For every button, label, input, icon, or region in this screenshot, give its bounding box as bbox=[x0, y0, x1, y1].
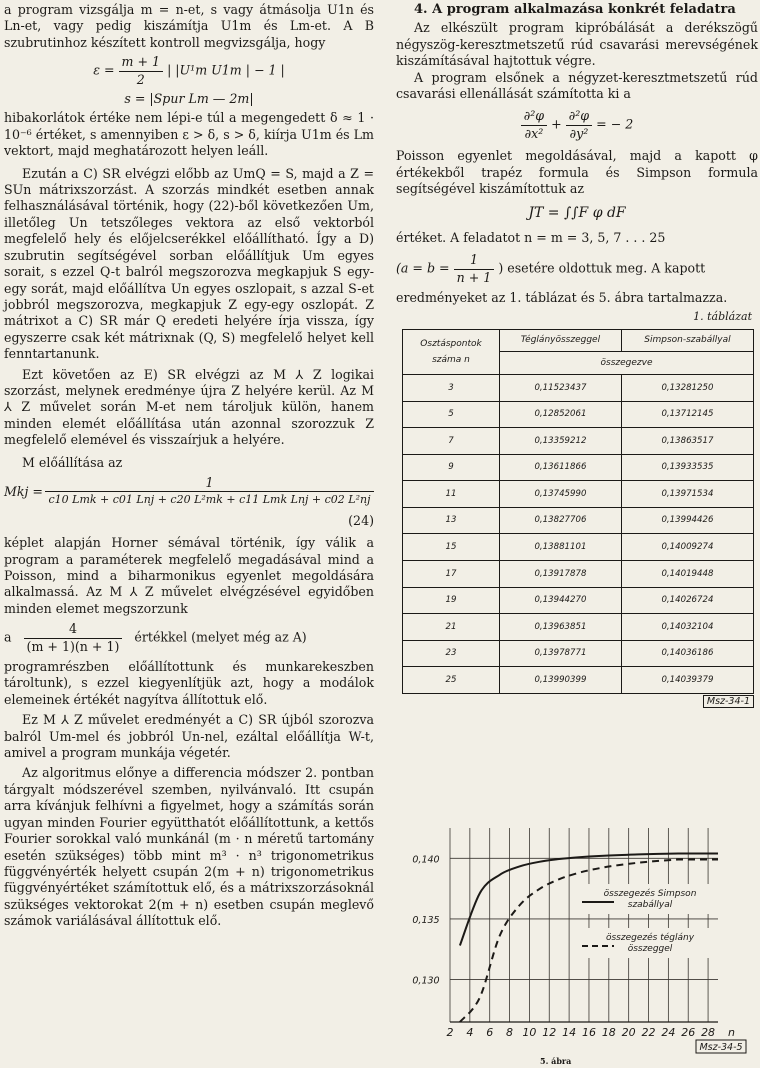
table-label: 1. táblázat bbox=[693, 309, 752, 323]
paragraph: képlet alapján Horner sémával történik, így válik a program a paraméterek megfelelő megadásával mind a Poisson, mind a biharmonikus egyenlet megoldására alkalmassá. Az M ⅄ Z művelet elvégzésével egyidőben minden elemet megszorzunk bbox=[4, 535, 374, 616]
fraction bbox=[454, 252, 495, 286]
table-subheader: összegezve bbox=[500, 352, 754, 375]
fraction-denominator: (m + 1)(n + 1) bbox=[26, 638, 120, 654]
table-header-rect: Téglányösszeggel bbox=[500, 329, 622, 352]
table-cell-rect: 0,13990399 bbox=[500, 667, 622, 694]
table-cell-rect: 0,13611866 bbox=[500, 454, 622, 481]
equation-epsilon bbox=[4, 54, 374, 88]
paragraph: Az algoritmus előnye a differencia módszer 2. pontban tárgyalt módszerével szemben, nyilvánvaló. Itt csupán arra kívánjuk felhívni a figyelmet, hogy a számítás során ugyan minden Fourier együtthatót előállítottunk, a kettős Fourier sorokkal való munkánál (m · n méretű tartomány esetén szükséges) több mint m³ · n³ trigonometrikus függvényérték helyett csupán 2(m + n) trigonometrikus függvényértéket számítottuk elő, és a mátrixszorzásoknál szükséges vektorokat 2(m + n) esetben csupán meglevő számok variálásával állítottuk elő. bbox=[4, 765, 374, 929]
chart-code-label: Msz-34-5 bbox=[699, 1042, 743, 1053]
section-heading: 4. A program alkalmazása konkrét feladatra bbox=[414, 2, 736, 17]
x-tick-label: 24 bbox=[661, 1026, 676, 1039]
x-tick-label: 20 bbox=[621, 1026, 636, 1039]
x-tick-label: 16 bbox=[581, 1026, 596, 1039]
equation-24 bbox=[4, 475, 374, 509]
table-row bbox=[403, 401, 754, 428]
table-cell-simpson: 0,14009274 bbox=[621, 534, 753, 561]
table-row bbox=[403, 374, 754, 401]
table-cell-simpson: 0,14039379 bbox=[621, 667, 753, 694]
fraction-denominator: c10 Lmk + c01 Lnj + c20 L²mk + c11 Lmk Lnj + c02 L²nj bbox=[48, 493, 371, 507]
table-cell-n: 13 bbox=[403, 507, 500, 534]
table-row bbox=[403, 454, 754, 481]
figure-5-chart bbox=[396, 808, 760, 1068]
table-cell-rect: 0,12852061 bbox=[500, 401, 622, 428]
x-tick-label: 4 bbox=[466, 1026, 474, 1039]
table-row bbox=[403, 481, 754, 508]
paragraph: a program vizsgálja m = n-et, s vagy átmásolja U1n és Ln-et, vagy pedig kiszámítja U1m és Lm-et. A B szubrutinhoz készített kontroll megvizsgálja, hogy bbox=[4, 2, 374, 50]
table-cell-n: 19 bbox=[403, 587, 500, 614]
table-cell-rect: 0,13944270 bbox=[500, 587, 622, 614]
paragraph: Ezután a C) SR elvégzi előbb az UmQ = S, majd a Z = SUn mátrixszorzást. A szorzás mindkét esetben annak felhasználásával történik, hogy (22)-ből következően Um, illetőleg Un tetszőleges vektora az első vektorból megfelelő hely és előjelcserékkel előállítható. Így a D) szubrutin segítségével sorban előállítjuk Um egyes sorait, s ezzel Q-t balról megszorozva megkapjuk S egy-egy sorát, majd előállítva Un egyes oszlopait, s azzal S-et jobbról megszorozva, megkapjuk Z egy-egy oszlopát. Z mátrixot a C) SR már Q eredeti helyére írja vissza, így egyszerre csak két mátrixnak (Q, S) megfelelő helyet kell fenntartanunk. bbox=[4, 165, 374, 362]
table-cell-n: 5 bbox=[403, 401, 500, 428]
table-cell-simpson: 0,13712145 bbox=[621, 401, 753, 428]
table-row bbox=[403, 667, 754, 694]
table-cell-simpson: 0,13994426 bbox=[621, 507, 753, 534]
table-cell-n: 3 bbox=[403, 374, 500, 401]
fraction-numerator: ∂²φ bbox=[566, 108, 592, 125]
figure-caption: 5. ábra bbox=[540, 1056, 572, 1066]
table-row bbox=[403, 507, 754, 534]
table-cell-rect: 0,11523437 bbox=[500, 374, 622, 401]
y-tick-label: 0,130 bbox=[412, 975, 440, 987]
paragraph: Ez M ⅄ Z művelet eredményét a C) SR újból szorozva balról Um-mel és jobbról Un-nel, ezáltal előállítja W-t, amivel a program munkája végetér. bbox=[4, 712, 374, 761]
paragraph: Az elkészült program kipróbálását a derékszögű négyszög-keresztmetszetű rúd csavarási merevségének kiszámításával hajtottuk végre. bbox=[396, 20, 758, 69]
fraction-denominator: n + 1 bbox=[456, 269, 492, 285]
fraction-numerator: 1 bbox=[45, 475, 374, 492]
table-cell-n: 25 bbox=[403, 667, 500, 694]
equation-number: (24) bbox=[348, 512, 374, 528]
paragraph: M előállítása az bbox=[22, 454, 123, 470]
x-tick-label: 6 bbox=[486, 1026, 494, 1039]
table-cell-rect: 0,13745990 bbox=[500, 481, 622, 508]
table-row bbox=[403, 640, 754, 667]
table-cell-rect: 0,13827706 bbox=[500, 507, 622, 534]
left-column bbox=[4, 2, 374, 930]
fraction-denominator: 2 bbox=[136, 71, 145, 87]
x-tick-label: 12 bbox=[542, 1026, 557, 1039]
table-cell-simpson: 0,14032104 bbox=[621, 614, 753, 641]
equation-rhs: = − 2 bbox=[596, 116, 634, 132]
table-cell-simpson: 0,13933535 bbox=[621, 454, 753, 481]
fraction bbox=[24, 621, 123, 655]
table-header-simpson: Simpson-szabállyal bbox=[621, 329, 753, 352]
fraction-numerator: ∂²φ bbox=[521, 108, 547, 125]
fraction-numerator: 1 bbox=[454, 252, 495, 269]
paragraph: Ezt követően az E) SR elvégzi az M ⅄ Z logikai szorzást, melynek eredménye újra Z helyére kerül. Az M ⅄ Z művelet során M-et nem tároljuk külön, hanem minden elemét előállítása után azonnal szorozzuk Z megfelelő elemével és visszaírjuk a helyére. bbox=[4, 366, 374, 448]
table-cell-simpson: 0,13281250 bbox=[621, 374, 753, 401]
x-tick-label: 2 bbox=[446, 1026, 454, 1039]
table-cell-n: 7 bbox=[403, 428, 500, 455]
results-table bbox=[402, 329, 754, 694]
plus-sign: + bbox=[551, 116, 562, 132]
table-cell-simpson: 0,13971534 bbox=[621, 481, 753, 508]
table-cell-n: 23 bbox=[403, 640, 500, 667]
text-fragment: esetére oldottuk meg. A kapott bbox=[507, 260, 706, 276]
table-cell-n: 15 bbox=[403, 534, 500, 561]
equation-lhs: Mkj = bbox=[4, 483, 43, 499]
fraction-numerator: m + 1 bbox=[119, 54, 164, 71]
text-fragment: értékkel (melyet még az A) bbox=[134, 629, 307, 645]
fraction-numerator: 4 bbox=[24, 621, 123, 638]
paragraph-with-fraction bbox=[4, 621, 374, 655]
table-cell-n: 9 bbox=[403, 454, 500, 481]
legend-label: szabállyal bbox=[627, 900, 673, 910]
text-fragment: (a = b = bbox=[396, 260, 450, 276]
equation-s: s = |Spur Lm — 2m| bbox=[124, 91, 254, 107]
table-cell-rect: 0,13359212 bbox=[500, 428, 622, 455]
y-tick-label: 0,135 bbox=[412, 914, 440, 926]
fraction bbox=[521, 108, 547, 142]
paragraph-with-fraction bbox=[396, 252, 758, 286]
x-tick-label: 14 bbox=[562, 1026, 577, 1039]
paragraph: Poisson egyenlet megoldásával, majd a kapott φ értékekből trapéz formula és Simpson formula segítségével kiszámítottuk az bbox=[396, 148, 758, 197]
table-cell-n: 21 bbox=[403, 614, 500, 641]
fraction-denominator: ∂y² bbox=[569, 125, 589, 141]
legend-label: összegezés Simpson bbox=[603, 889, 697, 899]
table-cell-rect: 0,13963851 bbox=[500, 614, 622, 641]
fraction bbox=[119, 54, 164, 88]
table-cell-n: 17 bbox=[403, 561, 500, 588]
x-tick-label: 26 bbox=[681, 1026, 696, 1039]
y-tick-label: 0,140 bbox=[412, 854, 440, 866]
table-cell-simpson: 0,14019448 bbox=[621, 561, 753, 588]
table-cell-n: 11 bbox=[403, 481, 500, 508]
table-cell-rect: 0,13881101 bbox=[500, 534, 622, 561]
paragraph: A program elsőnek a négyzet-keresztmetszetű rúd csavarási ellenállását számította ki a bbox=[396, 69, 758, 102]
x-tick-label: 10 bbox=[522, 1026, 537, 1039]
table-header-n: Osztáspontok száma n bbox=[403, 329, 500, 374]
fraction bbox=[566, 108, 592, 142]
paragraph: értéket. A feladatot n = m = 3, 5, 7 . . . 25 bbox=[396, 229, 666, 245]
table-row bbox=[403, 561, 754, 588]
text-fragment: a bbox=[4, 629, 12, 645]
legend-label: összeggel bbox=[627, 944, 673, 954]
x-tick-label: 8 bbox=[506, 1026, 514, 1039]
table-cell-rect: 0,13917878 bbox=[500, 561, 622, 588]
x-axis-label: n bbox=[728, 1026, 735, 1039]
table-row bbox=[403, 534, 754, 561]
chart-svg bbox=[396, 808, 760, 1058]
x-tick-label: 18 bbox=[601, 1026, 616, 1039]
paragraph: hibakorlátok értéke nem lépi-e túl a megengedett δ ≈ 1 · 10⁻⁶ értéket, s amennyiben ε > δ, s > δ, kiírja U1m és Lm vektort, majd meghatározott helyen leáll. bbox=[4, 110, 374, 159]
equation-poisson bbox=[396, 108, 758, 142]
right-column bbox=[396, 2, 758, 710]
equation-rhs: | |U¹m U1m | − 1 | bbox=[167, 62, 285, 78]
table-cell-simpson: 0,14036186 bbox=[621, 640, 753, 667]
table-cell-rect: 0,13978771 bbox=[500, 640, 622, 667]
table-row bbox=[403, 614, 754, 641]
paragraph: eredményeket az 1. táblázat és 5. ábra tartalmazza. bbox=[396, 290, 728, 306]
table-code-label: Msz-34-1 bbox=[703, 695, 754, 708]
table-row bbox=[403, 428, 754, 455]
paragraph: programrészben előállítottunk és munkarekeszben tároltunk), s ezzel kiegyenlítjük azt, hogy a modálok elemeinek értékét nagyítva állítottuk elő. bbox=[4, 659, 374, 707]
table-cell-simpson: 0,14026724 bbox=[621, 587, 753, 614]
text-fragment: ) bbox=[498, 260, 504, 276]
table-cell-simpson: 0,13863517 bbox=[621, 428, 753, 455]
fraction-denominator: ∂x² bbox=[524, 125, 544, 141]
equation-integral: JT = ∫∫F φ dF bbox=[528, 205, 626, 222]
table-row bbox=[403, 587, 754, 614]
equation-lhs: ε = bbox=[93, 62, 115, 78]
x-tick-label: 28 bbox=[701, 1026, 716, 1039]
legend-label: összegezés téglány bbox=[605, 933, 695, 943]
fraction bbox=[45, 475, 374, 509]
x-tick-label: 22 bbox=[641, 1026, 656, 1039]
table-code bbox=[396, 694, 754, 710]
